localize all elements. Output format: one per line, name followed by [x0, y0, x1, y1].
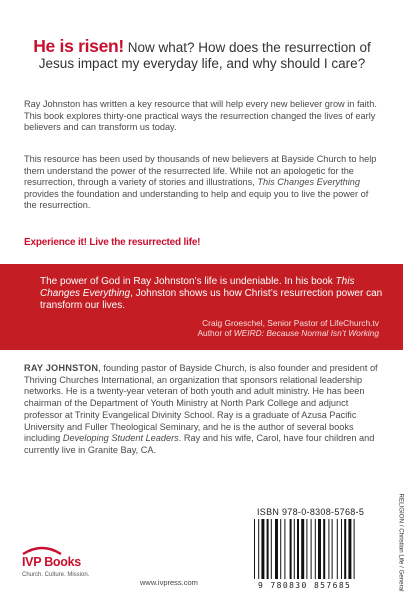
barcode-bar [290, 519, 292, 579]
barcode-graphic [252, 519, 370, 579]
headline [24, 38, 380, 72]
intro-paragraph-2 [24, 154, 382, 212]
bio-book-title: Developing Student Leaders [62, 433, 179, 444]
bio-text-end: . Ray and his wife, Carol, have four children and currently live in Granite Bay, CA. [24, 433, 375, 455]
barcode-bar [332, 519, 333, 579]
call-to-action: Experience it! Live the resurrected life! [24, 237, 201, 248]
category-code-text: RELIGION / Christian Life / General [397, 493, 405, 592]
barcode-bar [354, 519, 355, 579]
author-name: RAY JOHNSTON [24, 363, 99, 373]
cover-top-section [0, 0, 403, 262]
endorser-name: Craig Groeschel, Senior Pastor of LifeChurch.tv [202, 318, 379, 328]
intro-paragraph-1: Ray Johnston has written a key resource that will help every new believer grow in faith. This book explores thirty-one practical ways the resurrection changed the lives of early believers and can transform us today. [24, 99, 377, 133]
publisher-name: IVP Books [22, 555, 81, 569]
barcode-bar [254, 519, 255, 579]
intro-p2-book-title: This Changes Everything [257, 177, 361, 188]
endorsement-attribution [197, 318, 379, 338]
endorser-book [197, 328, 379, 338]
barcode-bar [315, 519, 316, 579]
barcode-bar [311, 519, 312, 579]
publisher-logo [22, 545, 114, 583]
barcode-bar [306, 519, 307, 579]
headline-question: Now what? How does the resurrection of Jesus impact my everyday life, and why should I care? [38, 40, 371, 71]
quote-start: The power of God in Ray Johnston’s life is undeniable. In his book [40, 276, 336, 287]
intro-p2-end: provides the foundation and understanding to help and equip you to live the power of the resurrection. [24, 188, 369, 211]
barcode-bar [294, 519, 295, 579]
barcode-bar [341, 519, 342, 579]
endorser-book-prefix: Author of [197, 328, 234, 339]
barcode-bar [318, 519, 321, 579]
barcode-bar [284, 519, 285, 579]
barcode-bar [344, 519, 346, 579]
barcode-bar [261, 519, 264, 579]
endorsement-quote [40, 276, 385, 313]
barcode-bar [275, 519, 278, 579]
barcode-bar [271, 519, 272, 579]
barcode-bar [267, 519, 269, 579]
endorser-book-title: WEIRD: Because Normal Isn’t Working [233, 328, 379, 339]
barcode-bar [323, 519, 325, 579]
category-code [378, 493, 405, 592]
quote-end: , Johnston shows us how Christ’s resurrection power can transform our lives. [40, 288, 383, 312]
publisher-url: www.ivpress.com [140, 578, 198, 587]
barcode-bar [297, 519, 299, 579]
endorsement-band [0, 264, 403, 350]
barcode-bar [301, 519, 304, 579]
barcode-bar [337, 519, 338, 579]
bio-text-start: , founding pastor of Bayside Church, is also founder and president of Thriving Churches International, an organization that sponsors relational leadership networks. He is a twenty-year veteran of both youth and adult ministry. He has been chairman of the Department of Youth Ministry at North Park College and adjunct professor at Trinity Evangelical Divinity School. Ray is a graduate of Azusa Pacific University and Fuller Theological Seminary, and he is the author of several books including [24, 363, 378, 444]
barcode-bar [328, 519, 329, 579]
author-bio [24, 363, 382, 457]
publisher-tagline: Church. Culture. Mission. [22, 572, 90, 578]
headline-lead: He is risen! [33, 36, 124, 56]
isbn-digits: 9 780830 857685 [258, 581, 352, 590]
barcode-bar [258, 519, 259, 579]
barcode-bar [280, 519, 281, 579]
quote-book-title: This Changes Everything [40, 276, 355, 300]
barcode-bar [348, 519, 351, 579]
intro-p2-start: This resource has been used by thousands of new believers at Bayside Church to help them understand the power of the resurrected life. While not an apologetic for the resurrection, through a variety of stories and illustrations, [24, 154, 377, 188]
publisher-arc-icon [22, 545, 62, 555]
isbn-label: ISBN 978-0-8308-5768-5 [257, 507, 365, 517]
